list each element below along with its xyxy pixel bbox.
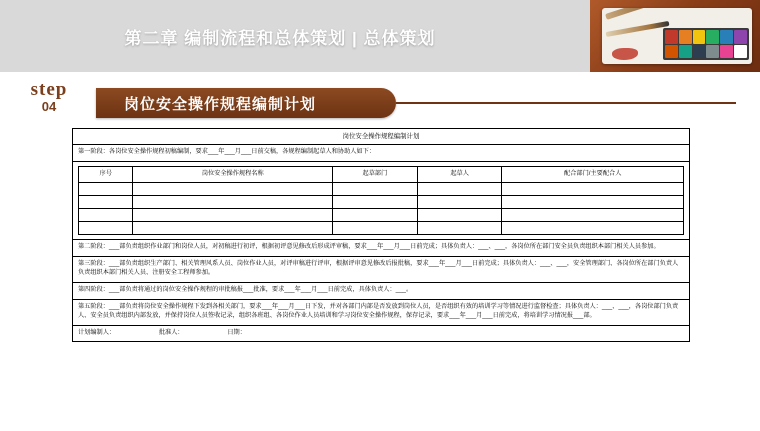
table-row[interactable] bbox=[79, 183, 684, 196]
table-row[interactable] bbox=[79, 196, 684, 209]
cell-index[interactable] bbox=[79, 183, 133, 196]
column-header-dept: 起草部门 bbox=[333, 167, 418, 183]
ribbon-divider bbox=[396, 102, 736, 104]
document-title: 岗位安全操作规程编制计划 bbox=[73, 129, 689, 145]
paint-brush-secondary-icon bbox=[606, 21, 670, 37]
footer-plan-writer: 计划编制人： bbox=[78, 329, 116, 337]
stage-3-text: 第三阶段：___部负责组织生产部门、相关管理风系人员、岗位作业人员，对评审稿进行评审，根据评审意见修改后报批稿，要求___年___月___日前完成；具体负责人：___、___，安全管理部门、各岗位所在部门负责人负责组织本部门相关人员、注册安全工程师参加。 bbox=[78, 260, 679, 277]
step-number: 04 bbox=[41, 99, 57, 114]
cell-dept[interactable] bbox=[333, 196, 418, 209]
document-footer bbox=[73, 326, 689, 341]
stage-5-text: 第五阶段：___部负责将岗位安全操作规程下发到各相关部门，要求___年___月___日下发，并对各部门内部是否发放到岗位人员，是否组织有效的培训学习等情况进行监督检查；具体负责人：___、___，各岗位部门负责人、安全员负责组织内部发放，并保持岗位人员签收记录，组织各班组、各岗位作业人员培训和学习岗位安全操作规程，保存记录，要求___年___月___日前完成，将培训学习情况报___部。 bbox=[78, 303, 679, 320]
cell-index[interactable] bbox=[79, 222, 133, 235]
paint-brush-icon bbox=[605, 8, 677, 20]
header-decoration-art bbox=[590, 0, 760, 72]
cell-name[interactable] bbox=[133, 196, 333, 209]
regulation-table bbox=[78, 166, 684, 235]
section-title-text: 岗位安全操作规程编制计划 bbox=[124, 95, 317, 113]
stage-1-text: 第一阶段：各岗位安全操作规程初稿编制，要求___年___月___日前交稿，各规程编制起草人和协助人如下： bbox=[78, 148, 376, 156]
stage-2-paragraph bbox=[73, 240, 689, 257]
cell-name[interactable] bbox=[133, 222, 333, 235]
stage-5-paragraph bbox=[73, 300, 689, 326]
cell-dept[interactable] bbox=[333, 183, 418, 196]
cell-drafter[interactable] bbox=[417, 183, 502, 196]
cell-dept[interactable] bbox=[333, 209, 418, 222]
page-header bbox=[0, 0, 760, 72]
cell-dept[interactable] bbox=[333, 222, 418, 235]
step-label: step bbox=[30, 79, 68, 100]
header-title: 第二章 编制流程和总体策划 | 总体策划 bbox=[124, 28, 436, 48]
footer-approver: 批准人： bbox=[158, 329, 184, 337]
cell-drafter[interactable] bbox=[417, 196, 502, 209]
section-title-ribbon bbox=[96, 88, 396, 118]
stage-4-text: 第四阶段：___部负责将通过的岗位安全操作规程的审批稿报___批准，要求___年___月___日前完成，具体负责人：___。 bbox=[78, 286, 413, 294]
stage-3-paragraph bbox=[73, 257, 689, 283]
step-badge bbox=[20, 80, 78, 124]
cell-index[interactable] bbox=[79, 209, 133, 222]
plan-document bbox=[72, 128, 690, 342]
cell-index[interactable] bbox=[79, 196, 133, 209]
table-row[interactable] bbox=[79, 222, 684, 235]
column-header-partner: 配合部门/主要配合人 bbox=[502, 167, 684, 183]
cell-partner[interactable] bbox=[502, 222, 684, 235]
cell-partner[interactable] bbox=[502, 183, 684, 196]
cell-partner[interactable] bbox=[502, 209, 684, 222]
column-header-index: 序号 bbox=[79, 167, 133, 183]
paint-palette-icon bbox=[602, 8, 752, 64]
paint-blob-icon bbox=[612, 48, 638, 60]
column-header-drafter: 起草人 bbox=[417, 167, 502, 183]
cell-name[interactable] bbox=[133, 183, 333, 196]
cell-drafter[interactable] bbox=[417, 209, 502, 222]
table-header-row bbox=[79, 167, 684, 183]
cell-partner[interactable] bbox=[502, 196, 684, 209]
table-row[interactable] bbox=[79, 209, 684, 222]
column-header-name: 岗位安全操作规程名称 bbox=[133, 167, 333, 183]
stage-2-text: 第二阶段：___部负责组织作业部门和岗位人员，对初稿进行初评，根据初评意见修改后形成评审稿，要求___年___月___日前完成；具体负责人：___、___，各岗位所在部门安全员负责组织本部门相关人员参加。 bbox=[78, 243, 660, 251]
cell-drafter[interactable] bbox=[417, 222, 502, 235]
cell-name[interactable] bbox=[133, 209, 333, 222]
stage-1-paragraph bbox=[73, 145, 689, 162]
paint-tray-icon bbox=[663, 28, 749, 60]
stage-4-paragraph bbox=[73, 283, 689, 300]
footer-date: 日期： bbox=[227, 329, 246, 337]
regulation-table-wrapper bbox=[73, 162, 689, 240]
